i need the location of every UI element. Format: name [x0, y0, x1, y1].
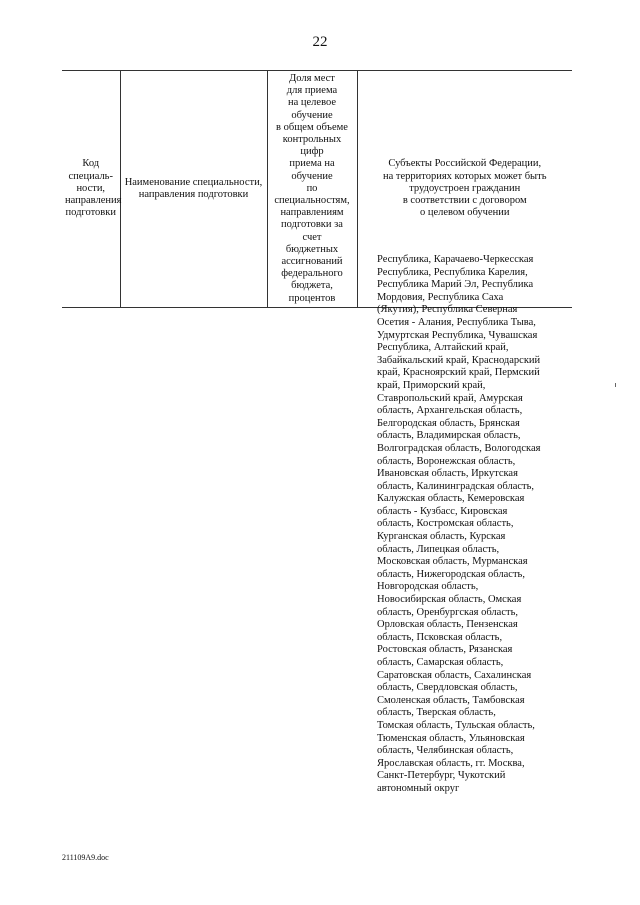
header-cell-code: [62, 71, 120, 308]
header-share-text: Доля мест для приема на целевое обучение в общем объеме контрольных цифр приема на обучение по специальностям, направлениям подготовки за счет бюджетных ассигнований федерального бюджета, процентов: [274, 73, 350, 304]
regions-list-text: Республика, Карачаево-Черкесская Республика, Республика Карелия, Республика Марий Эл, Республика Мордовия, Республика Саха (Якутия), Республика Северная Осетия - Алания, Республика Тыва, Удмуртская Республика, Чувашская Республика, Алтайский край, Забайкальский край, Краснодарский край, Красноярский край, Пермский край, Приморский край, Ставропольский край, Амурская область, Архангельская область, Белгородская область, Брянская область, Владимирская область, Волгоградская область, Вологодская область, Воронежская область, Ивановская область, Иркутская область, Калининградская область, Калужская область, Кемеровская область - Кузбасс, Кировская область, Костромская область, Курганская область, Курская область, Липецкая область, Московская область, Мурманская область, Нижегородская область, Новгородская область, Новосибирская область, Омская область, Оренбургская область, Орловская область, Пензенская область, Псковская область, Ростовская область, Рязанская область, Самарская область, Саратовская область, Сахалинская область, Свердловская область, Смоленская область, Тамбовская область, Тверская область, Томская область, Тульская область, Тюменская область, Ульяновская область, Челябинская область, Ярославская область, гг. Москва, Санкт-Петербург, Чукотский автономный округ: [377, 254, 541, 794]
header-code-text: Код специаль- ности, направления подготовки: [65, 158, 122, 219]
header-name-text: Наименование специальности, направления подготовки: [124, 176, 263, 200]
header-cell-share: [267, 71, 357, 308]
header-cell-name: [120, 71, 267, 308]
page-number: 22: [312, 34, 328, 50]
header-regions-text: Субъекты Российской Федерации, на территориях которых может быть трудоустроен гражданин в соответствии с договором о целевом обучении: [382, 158, 547, 219]
margin-mark: [615, 383, 616, 387]
footer-filename: 211109A9.doc: [62, 853, 109, 862]
